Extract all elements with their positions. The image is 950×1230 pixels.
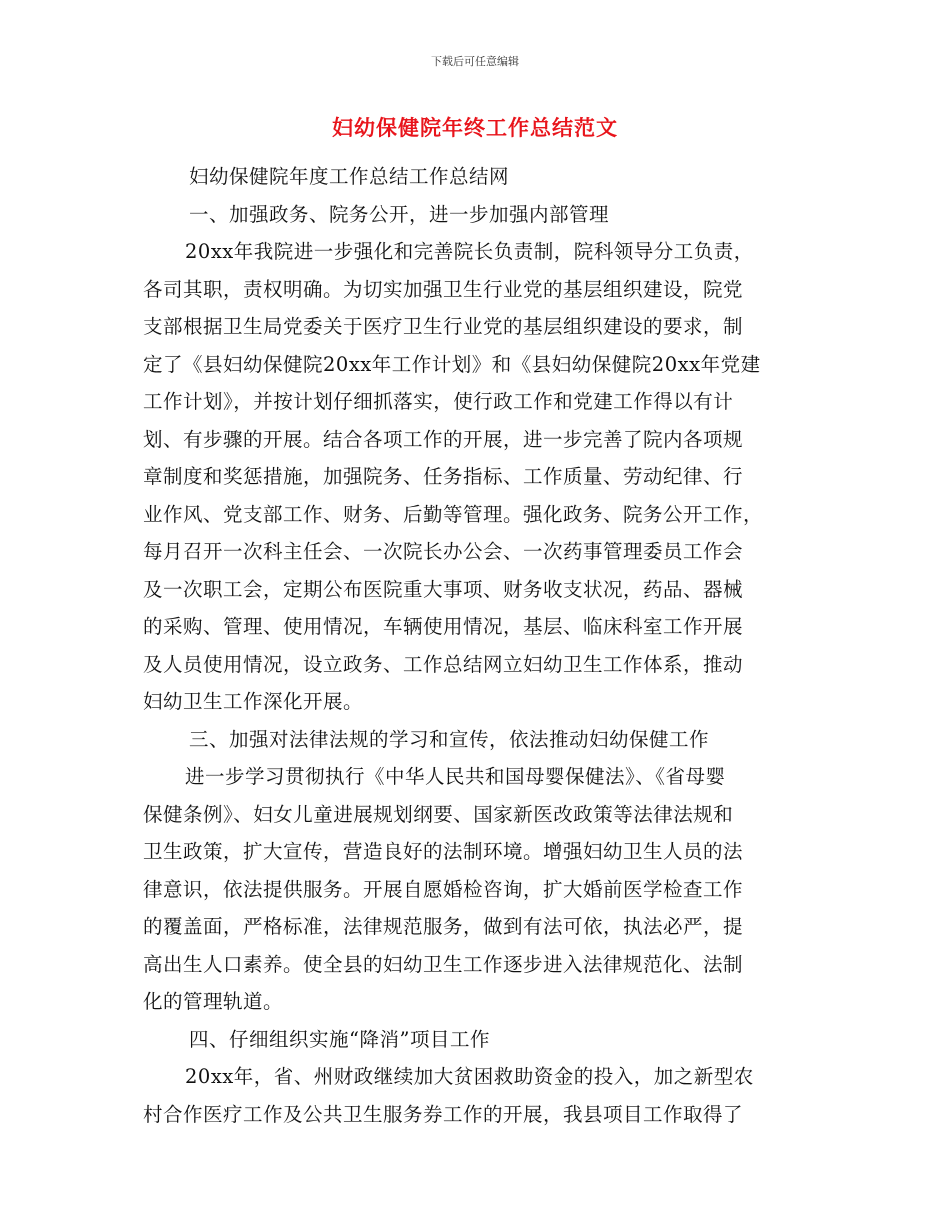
paragraph-line: 的采购、管理、使用情况，车辆使用情况，基层、临床科室工作开展 [143, 615, 744, 638]
paragraph-line: 保健条例》、妇女儿童进展规划纲要、国家新医改政策等法律法规和 [143, 802, 734, 826]
paragraph-line: 定了《县妇幼保健院20xx年工作计划》和《县妇幼保健院20xx年党建 [143, 352, 761, 376]
paragraph-line: 的覆盖面，严格标准，法律规范服务，做到有法可依，执法必严，提 [143, 915, 744, 938]
paragraph-line: 律意识，依法提供服务。开展自愿婚检咨询，扩大婚前医学检查工作 [143, 877, 744, 901]
paragraph-line: 及人员使用情况，设立政务、工作总结网立妇幼卫生工作体系，推动 [143, 652, 744, 676]
paragraph-line: 卫生政策，扩大宣传，营造良好的法制环境。增强妇幼卫生人员的法 [143, 840, 744, 863]
header-note: 下载后可任意编辑 [431, 55, 519, 68]
paragraph-line: 妇幼保健院年度工作总结工作总结网 [189, 165, 510, 188]
paragraph-line: 进一步学习贯彻执行《中华人民共和国母婴保健法》、《省母婴 [185, 765, 726, 788]
paragraph-line: 化的管理轨道。 [143, 990, 284, 1013]
paragraph-line: 章制度和奖惩措施，加强院务、任务指标、工作质量、劳动纪律、行 [143, 465, 744, 488]
paragraph-line: 20xx年我院进一步强化和完善院长负责制，院科领导分工负责， [185, 240, 754, 263]
section-heading: 四、仔细组织实施“降消”项目工作 [189, 1027, 490, 1051]
paragraph-line: 划、有步骤的开展。结合各项工作的开展，进一步完善了院内各项规 [143, 427, 744, 451]
document-title: 妇幼保健院年终工作总结范文 [332, 115, 618, 140]
document-body [143, 158, 813, 1133]
paragraph-line: 妇幼卫生工作深化开展。 [143, 690, 364, 713]
paragraph-line: 20xx年，省、州财政继续加大贫困救助资金的投入，加之新型农 [185, 1065, 754, 1088]
paragraph-line: 每月召开一次科主任会、一次院长办公会、一次药事管理委员工作会 [143, 540, 744, 563]
section-heading: 一、加强政务、院务公开，进一步加强内部管理 [189, 202, 610, 226]
paragraph-line: 高出生人口素养。使全县的妇幼卫生工作逐步进入法律规范化、法制 [143, 952, 744, 976]
paragraph-line: 村合作医疗工作及公共卫生服务券工作的开展，我县项目工作取得了 [143, 1102, 744, 1126]
paragraph-line: 工作计划》，并按计划仔细抓落实，使行政工作和党建工作得以有计 [143, 390, 734, 413]
paragraph-line: 业作风、党支部工作、财务、后勤等管理。强化政务、院务公开工作， [143, 502, 764, 526]
section-heading: 三、加强对法律法规的学习和宣传，依法推动妇幼保健工作 [189, 727, 710, 751]
paragraph-line: 各司其职，责权明确。为切实加强卫生行业党的基层组织建设，院党 [143, 277, 744, 301]
paragraph-line: 支部根据卫生局党委关于医疗卫生行业党的基层组织建设的要求，制 [143, 315, 744, 338]
paragraph-line: 及一次职工会，定期公布医院重大事项、财务收支状况，药品、器械 [143, 577, 744, 601]
